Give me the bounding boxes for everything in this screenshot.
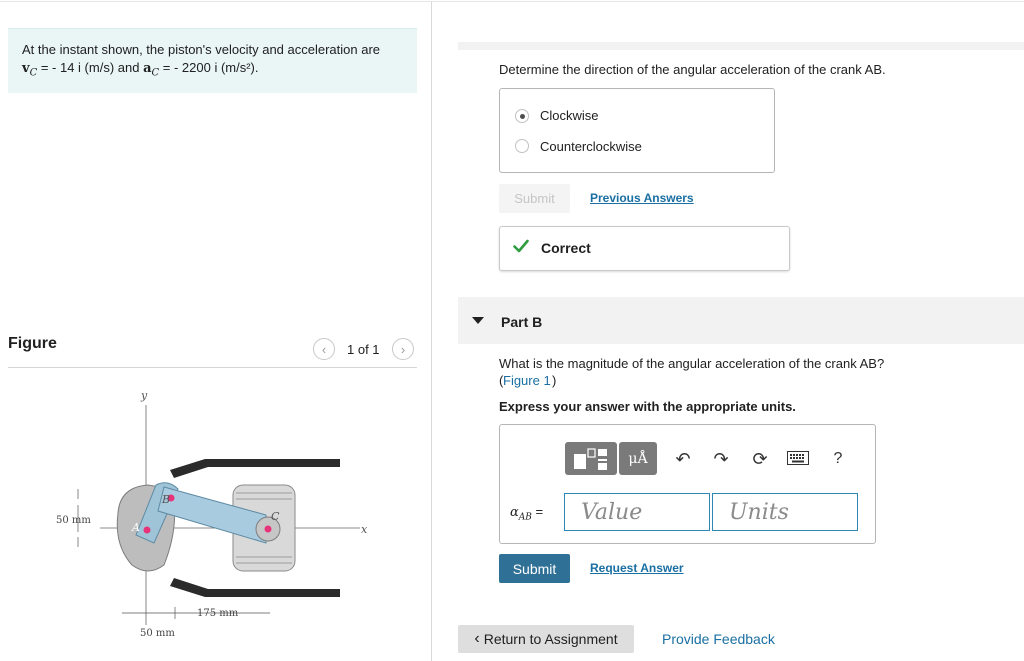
radio-clockwise[interactable] bbox=[515, 109, 529, 123]
templates-icon bbox=[565, 442, 617, 475]
problem-text-line2 bbox=[22, 60, 258, 79]
value-input[interactable] bbox=[564, 493, 710, 531]
velocity-expression: = - 14 i (m/s) and bbox=[37, 60, 144, 75]
label-c: C bbox=[271, 510, 280, 523]
velocity-subscript: C bbox=[29, 67, 38, 79]
label-a: A bbox=[132, 521, 140, 534]
acceleration-subscript: C bbox=[151, 67, 160, 79]
panel-divider bbox=[431, 2, 432, 661]
alpha-symbol: α bbox=[510, 505, 519, 520]
units-instruction: Express your answer with the appropriate units. bbox=[499, 399, 796, 414]
submit-button-disabled[interactable]: Submit bbox=[499, 184, 570, 213]
return-to-assignment-button[interactable] bbox=[458, 625, 634, 653]
return-label: Return to Assignment bbox=[483, 631, 618, 647]
chevron-right-icon: › bbox=[400, 341, 406, 357]
caret-down-icon[interactable] bbox=[472, 317, 484, 324]
cylinder-top-wall bbox=[170, 459, 340, 478]
next-figure-button[interactable] bbox=[392, 338, 414, 360]
part-a-question: Determine the direction of the angular acceleration of the crank AB. bbox=[499, 62, 886, 77]
acceleration-expression: = - 2200 i (m/s²). bbox=[159, 60, 259, 75]
templates-button[interactable] bbox=[565, 442, 617, 475]
previous-answers-link[interactable]: Previous Answers bbox=[590, 191, 694, 205]
radio-selected-dot bbox=[520, 114, 525, 119]
part-a-band bbox=[458, 42, 1024, 50]
chevron-left-icon: ‹ bbox=[321, 341, 327, 357]
pin-a bbox=[144, 527, 151, 534]
crank-piston-figure bbox=[40, 385, 380, 650]
provide-feedback-link[interactable]: Provide Feedback bbox=[662, 631, 775, 647]
dimension-vertical-label: 50 mm bbox=[56, 515, 91, 526]
units-button[interactable]: μÅ bbox=[619, 442, 657, 475]
figure-link[interactable]: Figure 1 bbox=[503, 373, 551, 388]
option-label-clockwise[interactable]: Clockwise bbox=[540, 108, 599, 123]
keyboard-icon[interactable] bbox=[787, 451, 809, 465]
correct-text: Correct bbox=[541, 240, 591, 256]
alpha-ab-label bbox=[510, 504, 543, 523]
figure-pager-count: 1 of 1 bbox=[347, 342, 380, 357]
alpha-equals: = bbox=[531, 504, 544, 519]
undo-icon[interactable]: ↶ bbox=[675, 448, 691, 469]
figure-heading: Figure bbox=[8, 335, 57, 352]
submit-button[interactable]: Submit bbox=[499, 554, 570, 583]
acceleration-symbol: a bbox=[143, 61, 152, 76]
x-axis-label: x bbox=[361, 523, 368, 536]
part-b-question: What is the magnitude of the angular acceleration of the crank AB? bbox=[499, 356, 885, 371]
redo-icon[interactable]: ↷ bbox=[713, 448, 729, 469]
request-answer-link[interactable]: Request Answer bbox=[590, 561, 684, 575]
alpha-subscript: AB bbox=[518, 512, 532, 523]
chevron-left-icon: ‹ bbox=[474, 630, 480, 647]
units-input[interactable] bbox=[712, 493, 858, 531]
figure-ref-close: ) bbox=[552, 373, 557, 388]
figure-divider bbox=[8, 367, 417, 368]
velocity-symbol: v bbox=[22, 61, 30, 76]
dimension-horizontal-label: 175 mm bbox=[197, 608, 239, 619]
pin-c bbox=[265, 526, 272, 533]
option-label-counterclockwise[interactable]: Counterclockwise bbox=[540, 139, 642, 154]
part-b-title[interactable]: Part B bbox=[501, 314, 543, 330]
problem-text-line1: At the instant shown, the piston's velocity and acceleration are bbox=[22, 42, 381, 57]
figure-ref-open: ( bbox=[499, 373, 504, 388]
check-icon bbox=[513, 239, 529, 253]
reset-icon[interactable]: ⟳ bbox=[752, 448, 768, 469]
help-button[interactable]: ? bbox=[833, 450, 843, 467]
direction-options-box bbox=[499, 88, 775, 173]
dimension-bottom-label: 50 mm bbox=[140, 628, 175, 639]
previous-figure-button[interactable] bbox=[313, 338, 335, 360]
label-b: B bbox=[162, 493, 171, 506]
top-rule bbox=[0, 1, 1024, 2]
radio-counterclockwise[interactable] bbox=[515, 139, 529, 153]
part-b-header[interactable] bbox=[458, 297, 1024, 344]
y-axis-label: y bbox=[141, 389, 148, 402]
cylinder-bottom-wall bbox=[170, 578, 340, 597]
